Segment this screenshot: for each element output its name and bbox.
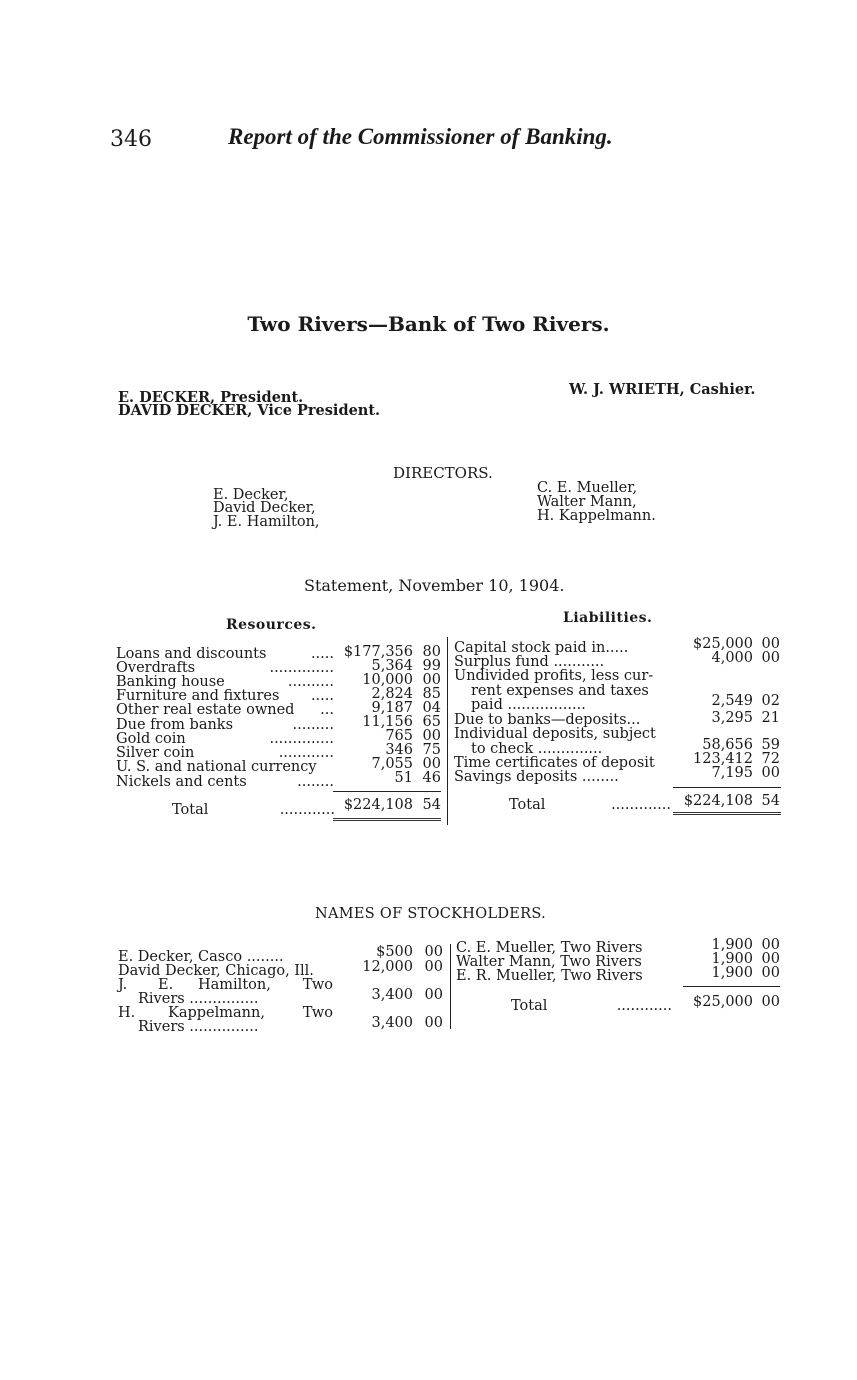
resource-row — [116, 675, 334, 689]
name-third-part: Hamilton, — [198, 977, 271, 993]
resources-rule — [333, 791, 441, 792]
running-title: Report of the Commissioner of Banking. — [228, 124, 613, 149]
stockholder-cents: 00 — [424, 987, 443, 1003]
liability-dollars: 2,549 — [711, 693, 753, 709]
stockholders-rule — [683, 986, 780, 987]
resource-label: Furniture and fixtures — [116, 688, 280, 704]
stockholders-divider — [450, 944, 451, 1029]
page-number: 346 — [110, 127, 152, 152]
stockholders-total-dollars: $25,000 — [693, 994, 753, 1010]
resource-row — [116, 703, 334, 717]
resource-dollars: 7,055 — [371, 756, 413, 772]
statement-title: Statement, November 10, 1904. — [304, 576, 565, 595]
resource-dollars: 346 — [385, 742, 413, 758]
liabilities-heading: Liabilities. — [563, 610, 653, 626]
resource-row — [116, 760, 338, 774]
director-left-3: J. E. Hamilton, — [213, 514, 320, 530]
stockholder-dollars: 3,400 — [371, 987, 413, 1003]
liabilities-total-row — [509, 798, 671, 812]
column-divider — [447, 637, 448, 825]
resource-dollars: $177,356 — [343, 644, 413, 660]
resource-dollars: 5,364 — [371, 658, 413, 674]
liability-label: Capital stock paid in..... — [454, 640, 629, 656]
resource-cents: 46 — [422, 770, 441, 786]
liability-label-cont: paid ................. — [471, 697, 586, 713]
stockholders-total-cents: 00 — [761, 994, 780, 1010]
cashier-line: W. J. WRIETH, Cashier. — [569, 381, 756, 398]
stockholder-label — [118, 1006, 333, 1020]
directors-heading: DIRECTORS. — [393, 464, 493, 482]
liabilities-double-rule — [673, 812, 781, 815]
liability-label: Surplus fund ........... — [454, 654, 605, 670]
liability-dollars: 3,295 — [711, 710, 753, 726]
bank-title: Two Rivers—Bank of Two Rivers. — [247, 312, 610, 336]
stockholder-label — [118, 978, 333, 992]
stockholder-dollars: 1,900 — [711, 951, 753, 967]
stockholder-cents: 00 — [424, 959, 443, 975]
name-second-part: E. — [158, 977, 174, 993]
resource-row — [116, 718, 334, 732]
liability-cents: 00 — [761, 650, 780, 666]
resource-leader: ............ — [278, 745, 334, 761]
liability-label: Due to banks—deposits... — [454, 712, 641, 728]
stockholders-heading: NAMES OF STOCKHOLDERS. — [315, 906, 547, 922]
resource-label: Due from banks — [116, 717, 234, 733]
resource-label: Overdrafts — [116, 660, 196, 676]
president-line: E. DECKER, President. — [118, 389, 304, 406]
stockholder-dollars: $500 — [376, 944, 413, 960]
liability-cents: 59 — [761, 737, 780, 753]
resource-dollars: 765 — [385, 728, 413, 744]
vice-president-line: DAVID DECKER, Vice President. — [118, 402, 381, 419]
resource-dollars: 2,824 — [371, 686, 413, 702]
total-label: Total — [511, 998, 548, 1014]
resource-leader: .............. — [269, 731, 334, 747]
resource-leader: .......... — [287, 674, 334, 690]
resource-cents: 04 — [422, 700, 441, 716]
resource-label: Loans and discounts — [116, 646, 267, 662]
director-right-3: H. Kappelmann. — [537, 508, 656, 524]
liability-dollars: $25,000 — [693, 636, 753, 652]
resource-dollars: 51 — [394, 770, 413, 786]
liabilities-total-cents: 54 — [761, 793, 780, 809]
director-right-1: C. E. Mueller, — [537, 480, 638, 496]
total-label: Total — [509, 797, 546, 813]
stockholder-dollars: 3,400 — [371, 1015, 413, 1031]
resources-total-dollars: $224,108 — [343, 797, 413, 813]
resource-label: Silver coin — [116, 745, 195, 761]
name-fourth-part: Two — [302, 977, 333, 993]
stockholders-total-row — [511, 999, 672, 1013]
director-left-2: David Decker, — [213, 500, 316, 516]
resources-double-rule — [333, 818, 441, 821]
liability-label: Savings deposits ........ — [454, 769, 619, 785]
director-right-2: Walter Mann, — [537, 494, 637, 510]
liability-label: Individual deposits, subject — [454, 726, 656, 742]
stockholder-cents: 00 — [761, 937, 780, 953]
resource-row — [116, 732, 334, 746]
stockholder-cents: 00 — [424, 1015, 443, 1031]
resource-label: U. S. and national currency — [116, 759, 317, 775]
resource-cents: 75 — [422, 742, 441, 758]
resource-label: Nickels and cents — [116, 774, 247, 790]
name-second-part: Kappelmann, — [168, 1005, 265, 1021]
resource-label: Banking house — [116, 674, 225, 690]
resources-heading: Resources. — [226, 617, 317, 633]
stockholder-dollars: 1,900 — [711, 937, 753, 953]
stockholder-label: E. R. Mueller, Two Rivers — [456, 968, 643, 984]
liability-label-cont: rent expenses and taxes — [471, 683, 649, 699]
resource-leader: .............. — [269, 660, 334, 676]
liabilities-rule — [673, 787, 781, 788]
stockholder-label-cont: Rivers ............... — [138, 991, 259, 1007]
liability-dollars: 4,000 — [711, 650, 753, 666]
stockholder-label: David Decker, Chicago, Ill. — [118, 963, 314, 979]
resource-cents: 00 — [422, 672, 441, 688]
resource-row — [116, 647, 334, 661]
resource-leader: ..... — [310, 646, 334, 662]
resource-leader: ..... — [310, 688, 334, 704]
resource-dollars: 9,187 — [371, 700, 413, 716]
liability-cents: 00 — [761, 765, 780, 781]
liability-label: Undivided profits, less cur- — [454, 668, 654, 684]
resource-row — [116, 661, 334, 675]
resource-leader: ......... — [292, 717, 334, 733]
resource-leader: ... — [320, 702, 334, 718]
resource-row — [116, 689, 334, 703]
resource-row — [116, 775, 334, 789]
liability-dollars: 58,656 — [702, 737, 753, 753]
stockholder-label-cont: Rivers ............... — [138, 1019, 259, 1035]
stockholder-cents: 00 — [761, 965, 780, 981]
resource-cents: 85 — [422, 686, 441, 702]
stockholder-label: Walter Mann, Two Rivers — [456, 954, 642, 970]
liability-dollars: 123,412 — [693, 751, 753, 767]
resource-cents: 80 — [422, 644, 441, 660]
director-left-1: E. Decker, — [213, 487, 289, 503]
resource-label: Gold coin — [116, 731, 186, 747]
liability-label-cont: to check .............. — [471, 741, 603, 757]
name-third-part: Two — [302, 1005, 333, 1021]
total-label: Total — [172, 802, 209, 818]
resource-cents: 99 — [422, 658, 441, 674]
stockholder-label: E. Decker, Casco ........ — [118, 949, 284, 965]
stockholder-dollars: 1,900 — [711, 965, 753, 981]
liability-cents: 21 — [761, 710, 780, 726]
resource-cents: 65 — [422, 714, 441, 730]
total-leader: ............. — [611, 797, 671, 813]
resource-cents: 00 — [422, 756, 441, 772]
total-leader: ............ — [279, 802, 335, 818]
name-first-part: J. — [118, 977, 128, 993]
liability-cents: 02 — [761, 693, 780, 709]
stockholder-dollars: 12,000 — [362, 959, 413, 975]
resources-total-row — [172, 803, 335, 817]
total-leader: ............ — [616, 998, 672, 1014]
stockholder-label: C. E. Mueller, Two Rivers — [456, 940, 643, 956]
resources-total-cents: 54 — [422, 797, 441, 813]
resource-leader: ........ — [297, 774, 334, 790]
stockholder-cents: 00 — [761, 951, 780, 967]
resource-label: Other real estate owned — [116, 702, 295, 718]
resource-row — [116, 746, 334, 760]
liabilities-total-dollars: $224,108 — [683, 793, 753, 809]
liability-cents: 00 — [761, 636, 780, 652]
stockholder-cents: 00 — [424, 944, 443, 960]
liability-cents: 72 — [761, 751, 780, 767]
liability-dollars: 7,195 — [711, 765, 753, 781]
resource-dollars: 10,000 — [362, 672, 413, 688]
resource-cents: 00 — [422, 728, 441, 744]
name-first-part: H. — [118, 1005, 136, 1021]
resource-dollars: 11,156 — [362, 714, 413, 730]
liability-label: Time certificates of deposit — [454, 755, 655, 771]
